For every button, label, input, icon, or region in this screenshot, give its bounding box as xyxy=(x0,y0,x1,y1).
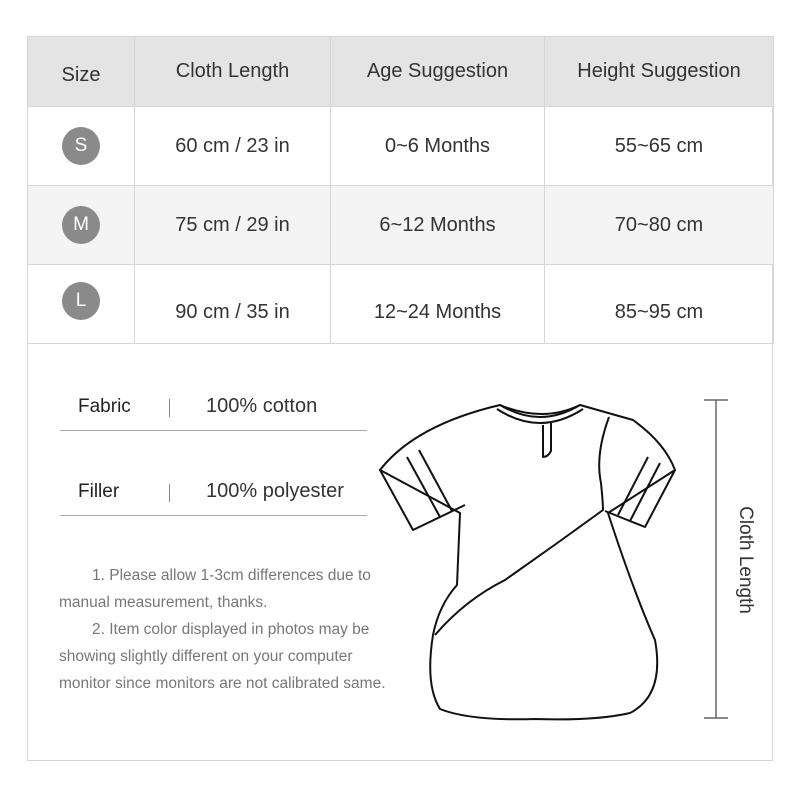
age-cell: 0~6 Months xyxy=(331,107,545,186)
note-2: 2. Item color displayed in photos may be showing slightly different on your computer monitor since monitors are not calibrated same. xyxy=(59,621,386,692)
header-height-suggestion: Height Suggestion xyxy=(545,37,774,107)
spec-filler xyxy=(60,475,367,516)
spec-fabric-label: Fabric xyxy=(78,396,131,417)
age-cell: 12~24 Months xyxy=(331,265,545,344)
spec-fabric xyxy=(60,390,367,431)
cloth-length-measure-line xyxy=(700,398,730,722)
table-row xyxy=(28,107,774,186)
size-badge: L xyxy=(62,282,100,320)
cloth-length-cell: 60 cm / 23 in xyxy=(135,107,331,186)
spec-divider xyxy=(169,484,170,502)
size-cell xyxy=(28,107,135,186)
table-header-row xyxy=(28,37,774,107)
table-row xyxy=(28,186,774,265)
size-table xyxy=(27,36,774,344)
size-cell xyxy=(28,186,135,265)
age-cell: 6~12 Months xyxy=(331,186,545,265)
notes xyxy=(59,562,389,697)
height-cell: 85~95 cm xyxy=(545,265,774,344)
height-cell: 55~65 cm xyxy=(545,107,774,186)
spec-fabric-value: 100% cotton xyxy=(206,395,318,417)
size-badge: M xyxy=(62,206,100,244)
spec-filler-label: Filler xyxy=(78,481,120,502)
header-age-suggestion: Age Suggestion xyxy=(331,37,545,107)
cloth-length-cell: 90 cm / 35 in xyxy=(135,265,331,344)
header-cloth-length: Cloth Length xyxy=(135,37,331,107)
header-size: Size xyxy=(28,37,135,107)
sleep-sack-illustration xyxy=(375,395,700,725)
cloth-length-cell: 75 cm / 29 in xyxy=(135,186,331,265)
spec-divider xyxy=(169,399,170,417)
measure-label: Cloth Length xyxy=(735,506,756,614)
size-cell xyxy=(28,265,135,344)
size-badge: S xyxy=(62,127,100,165)
spec-filler-value: 100% polyester xyxy=(206,480,344,502)
height-cell: 70~80 cm xyxy=(545,186,774,265)
table-row xyxy=(28,265,774,344)
note-1: 1. Please allow 1-3cm differences due to manual measurement, thanks. xyxy=(59,567,371,611)
